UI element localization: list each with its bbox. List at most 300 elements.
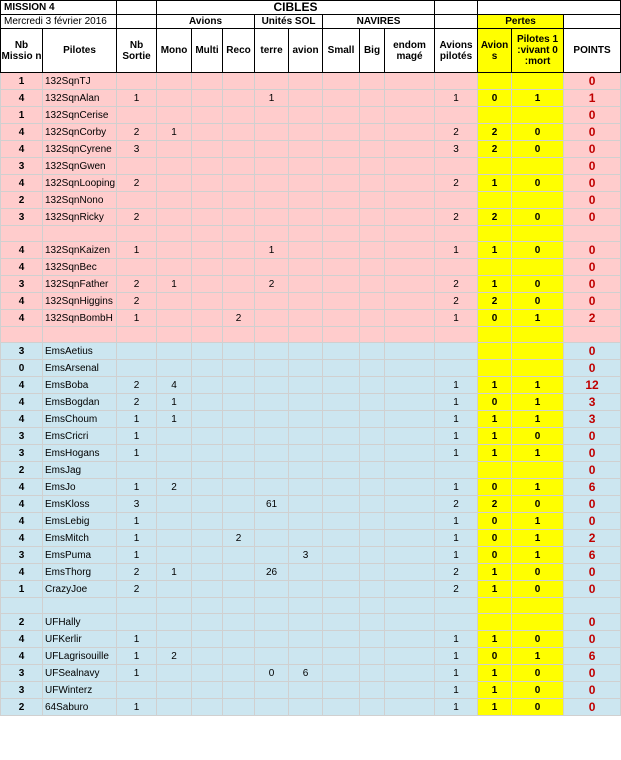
spacer-row bbox=[1, 598, 621, 614]
spacer-row bbox=[1, 327, 621, 343]
avions-pilotes-count: 2 bbox=[435, 293, 478, 310]
multi-count bbox=[192, 310, 223, 327]
terre-count bbox=[255, 631, 289, 648]
pertes-avions bbox=[478, 343, 512, 360]
avions-pilotes-count bbox=[435, 598, 478, 614]
sortie-count bbox=[117, 73, 157, 90]
mono-count bbox=[157, 310, 192, 327]
reco-count bbox=[223, 276, 255, 293]
pertes-avions: 0 bbox=[478, 513, 512, 530]
sortie-count: 2 bbox=[117, 124, 157, 141]
terre-count bbox=[255, 462, 289, 479]
small-count bbox=[323, 276, 360, 293]
table-row bbox=[1, 293, 621, 310]
points-value: 6 bbox=[564, 547, 621, 564]
col-reco: Reco bbox=[223, 29, 255, 73]
spacer-row bbox=[1, 226, 621, 242]
mission-count: 4 bbox=[1, 141, 43, 158]
reco-count bbox=[223, 73, 255, 90]
reco-count bbox=[223, 411, 255, 428]
sortie-count: 3 bbox=[117, 496, 157, 513]
avions-pilotes-count: 2 bbox=[435, 209, 478, 226]
terre-count: 0 bbox=[255, 665, 289, 682]
points-value: 0 bbox=[564, 699, 621, 716]
reco-count bbox=[223, 699, 255, 716]
points-value: 2 bbox=[564, 310, 621, 327]
pertes-pilotes: 0 bbox=[512, 665, 564, 682]
pertes-pilotes bbox=[512, 614, 564, 631]
sortie-count bbox=[117, 259, 157, 276]
multi-count bbox=[192, 293, 223, 310]
pertes-pilotes bbox=[512, 158, 564, 175]
avion-count bbox=[289, 158, 323, 175]
multi-count bbox=[192, 73, 223, 90]
sortie-count bbox=[117, 192, 157, 209]
mono-count: 1 bbox=[157, 411, 192, 428]
avion-count bbox=[289, 73, 323, 90]
big-count bbox=[360, 107, 385, 124]
endommage-count bbox=[385, 581, 435, 598]
endommage-count bbox=[385, 242, 435, 259]
big-count bbox=[360, 343, 385, 360]
terre-count bbox=[255, 411, 289, 428]
avion-count bbox=[289, 479, 323, 496]
big-count bbox=[360, 564, 385, 581]
avion-count bbox=[289, 394, 323, 411]
pilot-name: UFKerlir bbox=[43, 631, 117, 648]
small-count bbox=[323, 631, 360, 648]
reco-count bbox=[223, 90, 255, 107]
mission-count bbox=[1, 327, 43, 343]
endommage-count bbox=[385, 293, 435, 310]
pilot-name: EmsMitch bbox=[43, 530, 117, 547]
terre-count bbox=[255, 107, 289, 124]
multi-count bbox=[192, 377, 223, 394]
reco-count bbox=[223, 581, 255, 598]
reco-count bbox=[223, 394, 255, 411]
avion-count bbox=[289, 699, 323, 716]
small-count bbox=[323, 377, 360, 394]
big-count bbox=[360, 327, 385, 343]
small-count bbox=[323, 394, 360, 411]
multi-count bbox=[192, 411, 223, 428]
avions-pilotes-count: 2 bbox=[435, 496, 478, 513]
pertes-avions bbox=[478, 462, 512, 479]
pilot-name: EmsThorg bbox=[43, 564, 117, 581]
points-value bbox=[564, 598, 621, 614]
small-count bbox=[323, 259, 360, 276]
mono-count: 2 bbox=[157, 479, 192, 496]
multi-count bbox=[192, 175, 223, 192]
mission-count: 3 bbox=[1, 343, 43, 360]
terre-count bbox=[255, 293, 289, 310]
table-row bbox=[1, 665, 621, 682]
pertes-pilotes: 0 bbox=[512, 581, 564, 598]
reco-count bbox=[223, 513, 255, 530]
points-value: 0 bbox=[564, 73, 621, 90]
pertes-pilotes: 1 bbox=[512, 394, 564, 411]
pertes-pilotes bbox=[512, 192, 564, 209]
table-row bbox=[1, 496, 621, 513]
pertes-avions bbox=[478, 107, 512, 124]
mono-count: 1 bbox=[157, 394, 192, 411]
avions-pilotes-count: 1 bbox=[435, 394, 478, 411]
mission-count bbox=[1, 226, 43, 242]
pertes-avions: 1 bbox=[478, 445, 512, 462]
small-count bbox=[323, 310, 360, 327]
mono-count: 2 bbox=[157, 648, 192, 665]
pertes-avions: 0 bbox=[478, 479, 512, 496]
pertes-avions: 1 bbox=[478, 276, 512, 293]
pertes-pilotes bbox=[512, 360, 564, 377]
pertes-pilotes bbox=[512, 226, 564, 242]
col-endommage: endom magé bbox=[385, 29, 435, 73]
pilot-name: EmsBoba bbox=[43, 377, 117, 394]
big-count bbox=[360, 479, 385, 496]
avions-pilotes-count: 1 bbox=[435, 513, 478, 530]
avions-pilotes-count: 2 bbox=[435, 276, 478, 293]
pilot-name: 64Saburo bbox=[43, 699, 117, 716]
sortie-count: 1 bbox=[117, 699, 157, 716]
table-row bbox=[1, 343, 621, 360]
endommage-count bbox=[385, 513, 435, 530]
avion-count bbox=[289, 581, 323, 598]
points-value: 3 bbox=[564, 411, 621, 428]
big-count bbox=[360, 682, 385, 699]
col-multi: Multi bbox=[192, 29, 223, 73]
table-row bbox=[1, 648, 621, 665]
pertes-pilotes bbox=[512, 327, 564, 343]
mono-count bbox=[157, 614, 192, 631]
pilot-name: 132SqnAlan bbox=[43, 90, 117, 107]
pertes-avions: 2 bbox=[478, 124, 512, 141]
avion-count bbox=[289, 107, 323, 124]
big-count bbox=[360, 462, 385, 479]
avions-pilotes-count bbox=[435, 614, 478, 631]
sortie-count: 2 bbox=[117, 377, 157, 394]
pertes-avions bbox=[478, 259, 512, 276]
avion-count bbox=[289, 276, 323, 293]
table-row bbox=[1, 462, 621, 479]
endommage-count bbox=[385, 209, 435, 226]
pilot-name: EmsJag bbox=[43, 462, 117, 479]
avion-count bbox=[289, 343, 323, 360]
table-row bbox=[1, 377, 621, 394]
mission-count: 4 bbox=[1, 411, 43, 428]
table-row bbox=[1, 73, 621, 90]
col-avion: avion bbox=[289, 29, 323, 73]
reco-count bbox=[223, 428, 255, 445]
mono-count bbox=[157, 192, 192, 209]
multi-count bbox=[192, 631, 223, 648]
endommage-count bbox=[385, 564, 435, 581]
avion-count bbox=[289, 462, 323, 479]
big-count bbox=[360, 226, 385, 242]
multi-count bbox=[192, 276, 223, 293]
pilot-name: 132SqnHiggins bbox=[43, 293, 117, 310]
avion-count bbox=[289, 614, 323, 631]
avion-count bbox=[289, 327, 323, 343]
mission-count: 4 bbox=[1, 259, 43, 276]
mission-count bbox=[1, 598, 43, 614]
mission-title: MISSION 4 bbox=[1, 1, 117, 15]
mission-count: 1 bbox=[1, 581, 43, 598]
sortie-count: 1 bbox=[117, 631, 157, 648]
sortie-count: 3 bbox=[117, 141, 157, 158]
endommage-count bbox=[385, 124, 435, 141]
table-row bbox=[1, 175, 621, 192]
big-count bbox=[360, 276, 385, 293]
mono-count: 1 bbox=[157, 276, 192, 293]
multi-count bbox=[192, 360, 223, 377]
small-count bbox=[323, 90, 360, 107]
mission-count: 4 bbox=[1, 175, 43, 192]
sortie-count bbox=[117, 158, 157, 175]
terre-count bbox=[255, 377, 289, 394]
avions-pilotes-count bbox=[435, 192, 478, 209]
pertes-pilotes bbox=[512, 73, 564, 90]
small-count bbox=[323, 665, 360, 682]
terre-count bbox=[255, 513, 289, 530]
mono-count bbox=[157, 158, 192, 175]
pertes-avions: 1 bbox=[478, 175, 512, 192]
terre-count bbox=[255, 175, 289, 192]
pilot-name: 132SqnFather bbox=[43, 276, 117, 293]
mission-count: 4 bbox=[1, 530, 43, 547]
avions-pilotes-count: 1 bbox=[435, 547, 478, 564]
small-count bbox=[323, 496, 360, 513]
terre-count bbox=[255, 209, 289, 226]
sortie-count: 1 bbox=[117, 648, 157, 665]
small-count bbox=[323, 479, 360, 496]
small-count bbox=[323, 614, 360, 631]
mono-count bbox=[157, 581, 192, 598]
sortie-count bbox=[117, 107, 157, 124]
pertes-pilotes: 0 bbox=[512, 631, 564, 648]
endommage-count bbox=[385, 665, 435, 682]
pertes-avions bbox=[478, 598, 512, 614]
points-value: 0 bbox=[564, 242, 621, 259]
endommage-count bbox=[385, 411, 435, 428]
big-count bbox=[360, 699, 385, 716]
big-count bbox=[360, 259, 385, 276]
pertes-pilotes: 1 bbox=[512, 310, 564, 327]
avion-count bbox=[289, 259, 323, 276]
mono-count bbox=[157, 547, 192, 564]
avion-count bbox=[289, 631, 323, 648]
terre-count: 1 bbox=[255, 242, 289, 259]
sortie-count bbox=[117, 343, 157, 360]
table-row bbox=[1, 411, 621, 428]
terre-count bbox=[255, 581, 289, 598]
terre-count bbox=[255, 343, 289, 360]
pertes-avions: 2 bbox=[478, 293, 512, 310]
sortie-count: 2 bbox=[117, 276, 157, 293]
big-count bbox=[360, 377, 385, 394]
cibles-header: CIBLES bbox=[157, 1, 435, 15]
mission-count: 4 bbox=[1, 377, 43, 394]
avions-pilotes-count: 2 bbox=[435, 581, 478, 598]
multi-count bbox=[192, 242, 223, 259]
pilot-name: 132SqnBombH bbox=[43, 310, 117, 327]
points-value: 0 bbox=[564, 513, 621, 530]
mission-count: 4 bbox=[1, 631, 43, 648]
reco-count bbox=[223, 547, 255, 564]
mono-count bbox=[157, 73, 192, 90]
mission-count: 2 bbox=[1, 699, 43, 716]
sortie-count: 2 bbox=[117, 564, 157, 581]
pilot-name: EmsHogans bbox=[43, 445, 117, 462]
mono-count: 1 bbox=[157, 564, 192, 581]
mono-count: 1 bbox=[157, 124, 192, 141]
pertes-avions: 0 bbox=[478, 90, 512, 107]
avions-pilotes-count: 1 bbox=[435, 411, 478, 428]
pertes-pilotes: 1 bbox=[512, 479, 564, 496]
endommage-count bbox=[385, 175, 435, 192]
small-count bbox=[323, 530, 360, 547]
endommage-count bbox=[385, 360, 435, 377]
multi-count bbox=[192, 343, 223, 360]
terre-count bbox=[255, 614, 289, 631]
mono-count bbox=[157, 242, 192, 259]
mission-count: 3 bbox=[1, 547, 43, 564]
terre-count: 26 bbox=[255, 564, 289, 581]
table-row bbox=[1, 699, 621, 716]
table-row bbox=[1, 192, 621, 209]
multi-count bbox=[192, 699, 223, 716]
avions-pilotes-count: 3 bbox=[435, 141, 478, 158]
points-value: 0 bbox=[564, 293, 621, 310]
multi-count bbox=[192, 598, 223, 614]
endommage-count bbox=[385, 462, 435, 479]
sortie-count: 2 bbox=[117, 394, 157, 411]
multi-count bbox=[192, 496, 223, 513]
pilot-name: 132SqnRicky bbox=[43, 209, 117, 226]
multi-count bbox=[192, 107, 223, 124]
terre-count: 61 bbox=[255, 496, 289, 513]
pertes-pilotes: 0 bbox=[512, 209, 564, 226]
avions-pilotes-count: 1 bbox=[435, 682, 478, 699]
pertes-avions bbox=[478, 614, 512, 631]
small-count bbox=[323, 699, 360, 716]
avions-pilotes-count: 2 bbox=[435, 564, 478, 581]
pertes-header: Pertes bbox=[478, 15, 564, 29]
avion-count bbox=[289, 682, 323, 699]
small-count bbox=[323, 158, 360, 175]
terre-count bbox=[255, 428, 289, 445]
avion-count bbox=[289, 124, 323, 141]
mission-count: 4 bbox=[1, 90, 43, 107]
mission-count: 4 bbox=[1, 293, 43, 310]
small-count bbox=[323, 242, 360, 259]
pertes-pilotes: 1 bbox=[512, 411, 564, 428]
pertes-pilotes bbox=[512, 598, 564, 614]
table-row bbox=[1, 242, 621, 259]
table-row bbox=[1, 547, 621, 564]
pertes-avions: 0 bbox=[478, 394, 512, 411]
mission-count: 0 bbox=[1, 360, 43, 377]
sortie-count: 1 bbox=[117, 530, 157, 547]
mission-count: 4 bbox=[1, 496, 43, 513]
terre-count bbox=[255, 73, 289, 90]
pilot-name: 132SqnTJ bbox=[43, 73, 117, 90]
sortie-count: 2 bbox=[117, 293, 157, 310]
points-value: 0 bbox=[564, 665, 621, 682]
small-count bbox=[323, 343, 360, 360]
avions-pilotes-count bbox=[435, 343, 478, 360]
points-value: 0 bbox=[564, 276, 621, 293]
table-row bbox=[1, 90, 621, 107]
avion-count bbox=[289, 530, 323, 547]
pertes-avions: 1 bbox=[478, 411, 512, 428]
pertes-avions: 0 bbox=[478, 547, 512, 564]
avion-count bbox=[289, 90, 323, 107]
small-count bbox=[323, 564, 360, 581]
endommage-count bbox=[385, 90, 435, 107]
multi-count bbox=[192, 665, 223, 682]
pilot-name: CrazyJoe bbox=[43, 581, 117, 598]
pertes-pilotes: 1 bbox=[512, 90, 564, 107]
pertes-pilotes bbox=[512, 462, 564, 479]
sortie-count bbox=[117, 462, 157, 479]
terre-count bbox=[255, 598, 289, 614]
pilot-name: 132SqnKaizen bbox=[43, 242, 117, 259]
mono-count bbox=[157, 428, 192, 445]
sortie-count: 1 bbox=[117, 547, 157, 564]
avion-count bbox=[289, 242, 323, 259]
table-row bbox=[1, 564, 621, 581]
reco-count bbox=[223, 614, 255, 631]
points-value: 3 bbox=[564, 394, 621, 411]
endommage-count bbox=[385, 648, 435, 665]
table-row bbox=[1, 276, 621, 293]
sortie-count: 1 bbox=[117, 242, 157, 259]
points-value: 0 bbox=[564, 343, 621, 360]
mono-count bbox=[157, 445, 192, 462]
pertes-pilotes: 1 bbox=[512, 377, 564, 394]
mission-count: 1 bbox=[1, 107, 43, 124]
pilot-name: EmsChoum bbox=[43, 411, 117, 428]
avions-pilotes-count: 1 bbox=[435, 242, 478, 259]
sortie-count: 1 bbox=[117, 513, 157, 530]
mono-count bbox=[157, 496, 192, 513]
points-value: 0 bbox=[564, 564, 621, 581]
small-count bbox=[323, 513, 360, 530]
big-count bbox=[360, 310, 385, 327]
sortie-count: 1 bbox=[117, 310, 157, 327]
endommage-count bbox=[385, 479, 435, 496]
multi-count bbox=[192, 158, 223, 175]
small-count bbox=[323, 175, 360, 192]
endommage-count bbox=[385, 327, 435, 343]
pertes-avions: 1 bbox=[478, 682, 512, 699]
pertes-pilotes: 0 bbox=[512, 141, 564, 158]
multi-count bbox=[192, 564, 223, 581]
pertes-pilotes: 0 bbox=[512, 699, 564, 716]
avion-count bbox=[289, 293, 323, 310]
pilot-name: 132SqnLooping bbox=[43, 175, 117, 192]
multi-count bbox=[192, 259, 223, 276]
sortie-count: 1 bbox=[117, 479, 157, 496]
sortie-count: 2 bbox=[117, 175, 157, 192]
mono-count bbox=[157, 631, 192, 648]
pertes-pilotes: 0 bbox=[512, 242, 564, 259]
multi-count bbox=[192, 428, 223, 445]
pertes-pilotes bbox=[512, 259, 564, 276]
pilot-name: EmsKloss bbox=[43, 496, 117, 513]
terre-count bbox=[255, 547, 289, 564]
avions-pilotes-count bbox=[435, 259, 478, 276]
